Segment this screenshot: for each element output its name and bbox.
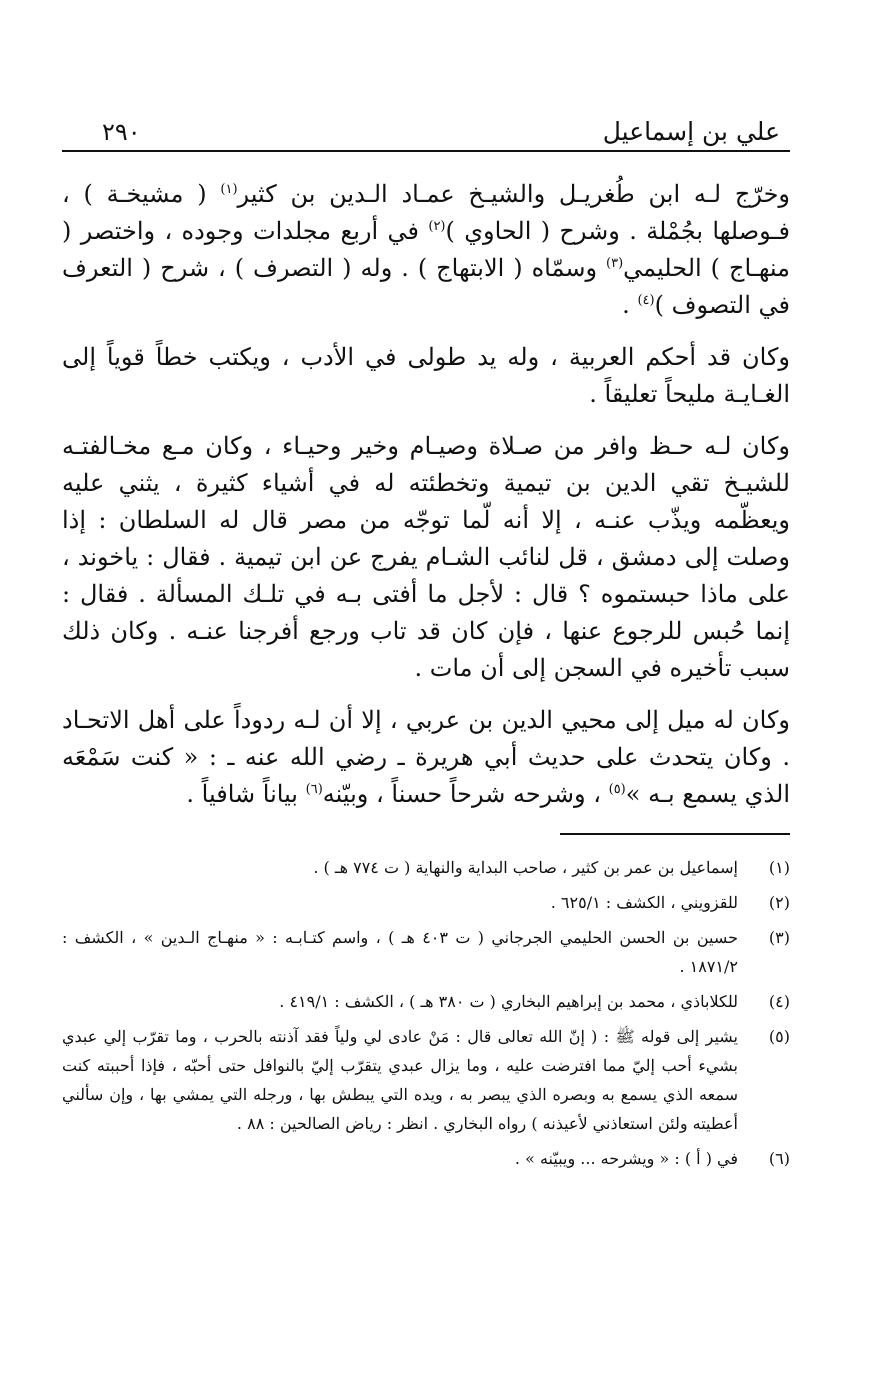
footnote (62, 987, 790, 1016)
footnote-ref[interactable]: (٥) (608, 782, 626, 797)
page-header (62, 110, 790, 152)
footnote-text: في ( أ ) : « ويشرحه ... ويبيّنه » . (514, 1149, 738, 1168)
footnote (62, 888, 790, 917)
footnote-number: (٢) (768, 893, 790, 912)
body-text (62, 176, 790, 813)
footnote-ref[interactable]: (٣) (606, 256, 624, 271)
footnote-text: يشير إلى قوله ﷺ : ( إنّ الله تعالى قال : مَنْ عادى لي ولياً فقد آذنته بالحرب ، وما تقرّب إلي عبدي بشيء أحب إليّ مما افترضت عليه ، وما يزال عبدي يتقرّب إليّ بالنوافل حتى أحبّه ، فإذا أحببته كنت سمعه الذي يسمع به وبصره الذي يبصر به ، ويده التي يبطش بها ، ورجله التي يمشي بها ، وإن سألني أعطيته ولئن استعاذني لأعيذنه ) رواه البخاري . انظر : رياض الصالحين : ٨٨ . (62, 1027, 738, 1133)
footnote (62, 923, 790, 981)
footnote-ref[interactable]: (٦) (305, 782, 323, 797)
page-number: ٢٩٠ (102, 118, 141, 146)
running-title: علي بن إسماعيل (602, 117, 780, 146)
footnote (62, 1144, 790, 1173)
footnote-text: للكلاباذي ، محمد بن إبراهيم البخاري ( ت ٣٨٠ هـ ) ، الكشف : ٤١٩/١ . (279, 992, 738, 1011)
footnote-text: للقزويني ، الكشف : ٦٢٥/١ . (550, 893, 738, 912)
footnote (62, 1022, 790, 1138)
paragraph: وكان له ميل إلى محيي الدين بن عربي ، إلا أن لـه ردوداً على أهل الاتحـاد . وكان يتحدث على حديث أبي هريرة ـ رضي الله عنه ـ : « كنت سَمْعَه الذي يسمع بـه »$^{(٥)}$ ، وشرحه شرحاً حسناً ، وبيّنه$^{(٦)}$ بياناً شافياً . (62, 706, 790, 808)
footnote-text: إسماعيل بن عمر بن كثير ، صاحب البداية والنهاية ( ت ٧٧٤ هـ ) . (313, 858, 738, 877)
footnote-ref[interactable]: (١) (220, 182, 238, 197)
paragraph: وخرّج لـه ابن طُغريـل والشيـخ عمـاد الـدين بن كثير$^{(١)}$ ( مشيخـة ) ، فـوصلها بجُمْلة . وشرح ( الحاوي )$^{(٢)}$ في أربع مجلدات وجوده ، واختصر ( منهـاج ) الحليمي$^{(٣)}$ وسمّاه ( الابتهاج ) . وله ( التصرف ) ، شرح ( التعرف في التصوف )$^{(٤)}$ . (62, 180, 790, 319)
footnote-number: (١) (768, 858, 790, 877)
footnote-number: (٤) (768, 992, 790, 1011)
footnote-ref[interactable]: (٤) (637, 293, 655, 308)
paragraph: وكان قد أحكم العربية ، وله يد طولى في الأدب ، ويكتب خطاً قوياً إلى الغـايـة مليحاً تعليقاً . (62, 343, 790, 408)
footnote (62, 853, 790, 882)
footnote-separator (560, 833, 790, 835)
footnote-number: (٥) (768, 1027, 790, 1046)
paragraph: وكان لـه حـظ وافر من صـلاة وصيـام وخير وحيـاء ، وكان مـع مخـالفتـه للشيـخ تقي الدين بن تيمية وتخطئته له في أشياء كثيرة ، يثني عليه ويعظّمه ويذّب عنـه ، إلا أنه لّما توجّه من مصر قال له السلطان : إذا وصلت إلى دمشق ، قل لنائب الشـام يفرج عن ابن تيمية . فقال : ياخوند ، على ماذا حبستموه ؟ قال : لأجل ما أفتى بـه في تلـك المسألة . فقال : إنما حُبس للرجوع عنها ، فإن كان قد تاب ورجع أفرجنا عنـه . وكان ذلك سبب تأخيره في السجن إلى أن مات . (62, 432, 791, 682)
book-page (62, 110, 790, 1179)
footnotes (62, 853, 790, 1173)
footnote-ref[interactable]: (٢) (428, 219, 446, 234)
footnote-text: حسين بن الحسن الحليمي الجرجاني ( ت ٤٠٣ هـ ) ، واسم كتـابـه : « منهـاج الـدين » ، الكشف : ١٨٧١/٢ . (62, 928, 739, 976)
footnote-number: (٦) (768, 1149, 790, 1168)
footnote-number: (٣) (768, 928, 790, 947)
